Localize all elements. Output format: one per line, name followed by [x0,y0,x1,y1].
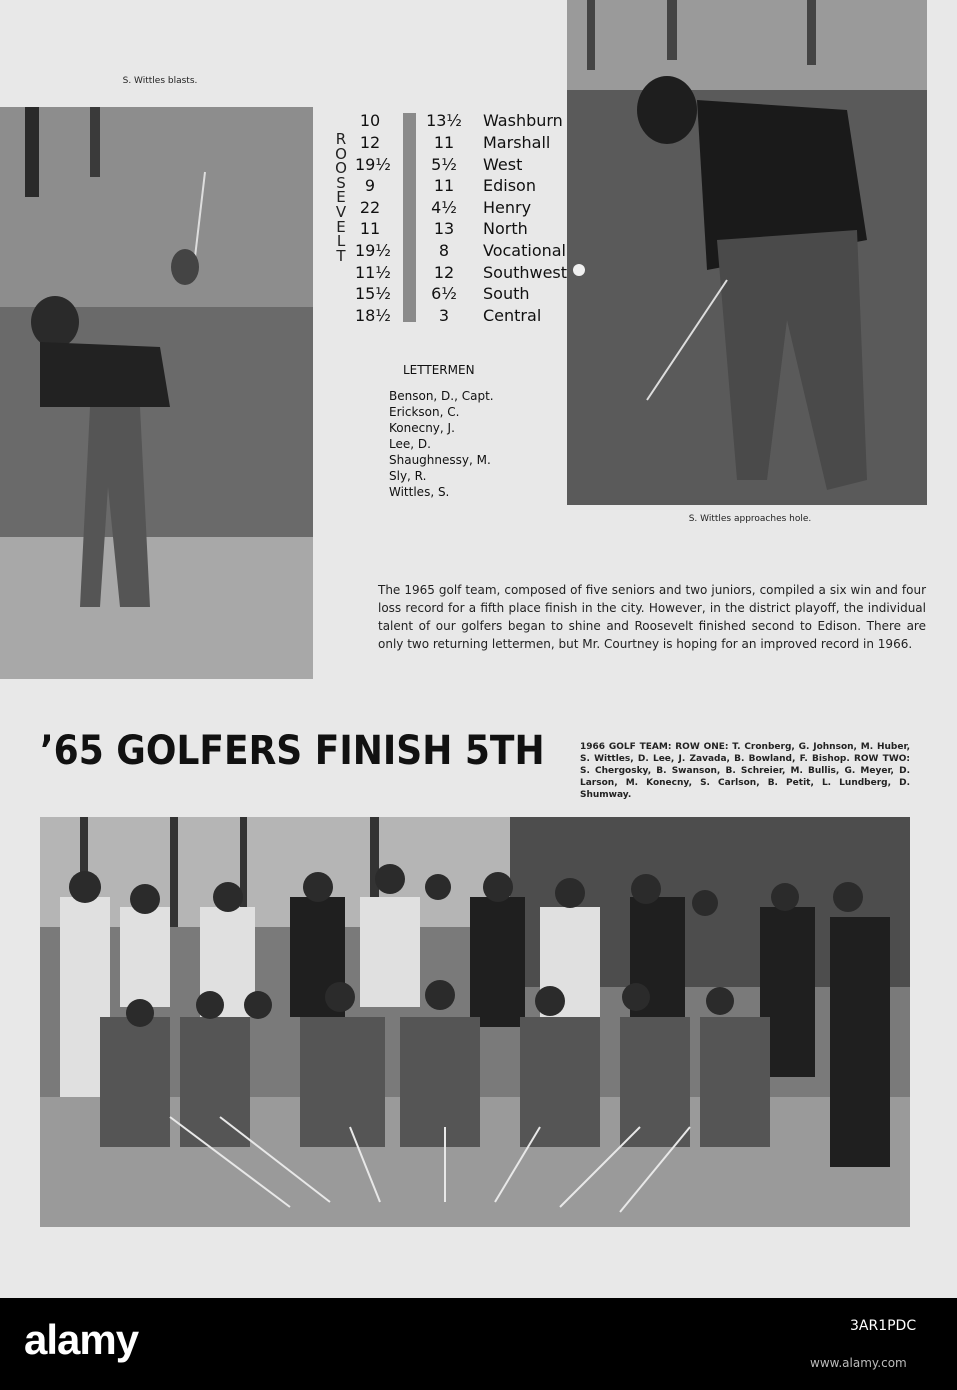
opponent-name: Henry [483,198,532,217]
score-row [355,241,575,262]
letterman-name: Wittles, S. [389,485,450,499]
roosevelt-score: 10 [359,111,381,130]
opponent-name: North [483,219,528,238]
opponent-score: 3 [438,306,450,325]
lettermen-list [389,388,494,500]
roosevelt-score: 12 [359,133,381,152]
opponent-name: Marshall [483,133,551,152]
score-row [355,306,575,327]
opponent-name: Central [483,306,542,325]
opponent-score: 11 [433,176,455,195]
opponent-name: South [483,284,530,303]
roosevelt-score: 11½ [355,263,391,282]
opponent-score: 12 [433,263,455,282]
watermark-footer [0,1298,957,1390]
roosevelt-score: 22 [359,198,381,217]
school-letter: S [336,173,346,192]
score-row [355,176,575,197]
opponent-score: 13½ [426,111,462,130]
school-letter: O [335,159,347,178]
score-row [355,133,575,154]
score-row [355,198,575,219]
school-letter: E [336,188,346,207]
score-row [355,155,575,176]
roosevelt-score: 11 [359,219,381,238]
opponent-score: 13 [433,219,455,238]
score-row [355,219,575,240]
opponent-score: 6½ [431,284,457,303]
source-url: www.alamy.com [810,1356,907,1370]
roosevelt-score: 18½ [355,306,391,325]
opponent-name: Vocational [483,241,566,260]
letterman-name: Lee, D. [389,437,431,451]
team-photo-caption: 1966 GOLF TEAM: ROW ONE: T. Cronberg, G. Johnson, M. Huber, S. Wittles, D. Lee, J. Zavada, B. Bowland, F. Bishop. ROW TWO: S. Chergosky, B. Swanson, B. Schreier, M. Bullis, G. Meyer, D. Larson, M. Konecny, S. Carlson, B. Petit, L. Lundberg, D. Shumway. [580,742,910,800]
opponent-name: Southwest [483,263,568,282]
school-letter: V [335,202,347,221]
right-photo-caption: S. Wittles approaches hole. [688,514,812,524]
letterman-name: Erickson, C. [389,405,460,419]
opponent-name: Edison [483,176,536,195]
image-id: 3AR1PDC [850,1318,917,1334]
school-letter: O [335,144,347,163]
opponent-score: 5½ [431,155,457,174]
roosevelt-score: 15½ [355,284,391,303]
letterman-name: Shaughnessy, M. [389,453,491,467]
score-row [355,111,575,132]
letterman-name: Benson, D., Capt. [389,389,494,403]
page-headline: ’65 GOLFERS FINISH 5TH [40,728,545,774]
letterman-name: Konecny, J. [389,421,455,435]
roosevelt-score: 9 [364,176,376,195]
lettermen-heading: LETTERMEN [403,363,475,377]
opponent-name: Washburn [483,111,563,130]
score-row [355,263,575,284]
article-paragraph: The 1965 golf team, composed of five seniors and two juniors, compiled a six win and four loss record for a fifth place finish in the city. However, in the district playoff, the individual talent of our golfers began to shine and Roosevelt finished second to Edison. There are only two returning lettermen, but Mr. Courtney is hoping for an improved record in 1966. [378,583,926,651]
alamy-logo: alamy [24,1316,139,1363]
golfer-swing-photo [0,107,313,679]
roosevelt-score: 19½ [355,241,391,260]
opponent-name: West [483,155,523,174]
school-letter: E [336,217,346,236]
school-name-vertical [333,132,349,263]
score-row [355,284,575,305]
golf-team-photo [40,817,910,1227]
school-letter: L [336,232,346,251]
left-photo-caption: S. Wittles blasts. [122,76,198,86]
golfer-approach-photo [567,0,927,505]
school-letter: R [335,130,347,148]
letterman-name: Sly, R. [389,469,427,483]
opponent-score: 4½ [431,198,457,217]
roosevelt-score: 19½ [355,155,391,174]
school-letter: T [336,246,346,265]
opponent-score: 8 [438,241,450,260]
opponent-score: 11 [433,133,455,152]
